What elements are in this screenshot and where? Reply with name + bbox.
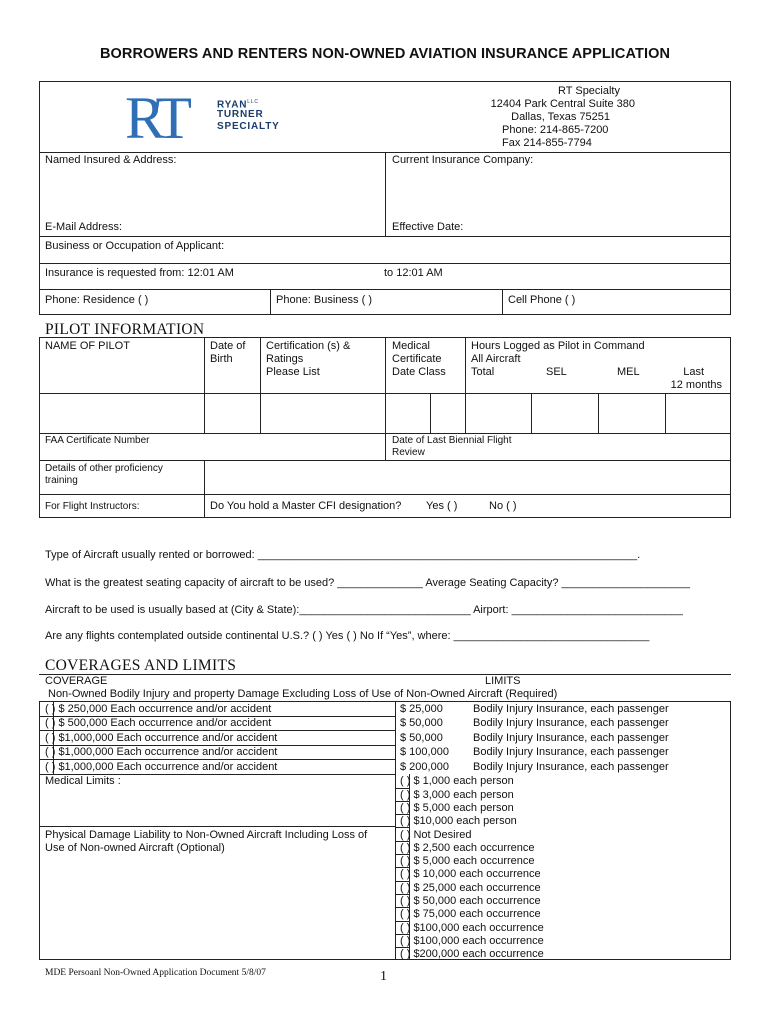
bi-desc-1: Bodily Injury Insurance, each passenger bbox=[473, 703, 669, 715]
bi-option-2[interactable]: ( ) $ 500,000 Each occurrence and/or accident bbox=[45, 717, 272, 729]
hours-header-2: All Aircraft bbox=[471, 353, 521, 365]
physical-option-10[interactable]: ( ) $200,000 each occurrence bbox=[400, 948, 544, 960]
phone-residence-field[interactable]: Phone: Residence ( ) bbox=[45, 294, 149, 306]
proficiency-label-2[interactable]: training bbox=[45, 475, 78, 486]
physical-option-4[interactable]: ( ) $ 10,000 each occurrence bbox=[400, 868, 541, 880]
document-title: BORROWERS AND RENTERS NON-OWNED AVIATION INSURANCE APPLICATION bbox=[99, 46, 671, 62]
bi-amount-2: $ 50,000 bbox=[400, 717, 443, 729]
cert-header-3: Please List bbox=[266, 366, 320, 378]
outside-us-question[interactable]: Are any flights contemplated outside continental U.S.? ( ) Yes ( ) No If “Yes”, where: ________________________________ bbox=[45, 630, 650, 642]
logo-line2: TURNER bbox=[217, 109, 264, 120]
footer-doc-id: MDE Persoanl Non-Owned Application Document 5/8/07 bbox=[45, 968, 266, 978]
company-fax: Fax 214-855-7794 bbox=[502, 137, 592, 149]
hours-header-1: Hours Logged as Pilot in Command bbox=[471, 340, 645, 352]
hours-last12-cell[interactable] bbox=[666, 394, 730, 432]
limits-label: LIMITS bbox=[485, 675, 521, 687]
to-time-label[interactable]: to 12:01 AM bbox=[384, 267, 443, 279]
hours-mel: MEL bbox=[617, 366, 640, 378]
physical-damage-label-1: Physical Damage Liability to Non-Owned Aircraft Including Loss of bbox=[45, 829, 368, 841]
medical-header-2: Certificate bbox=[392, 353, 442, 365]
hours-sel-cell[interactable] bbox=[532, 394, 597, 432]
hours-sel: SEL bbox=[546, 366, 567, 378]
bi-option-3[interactable]: ( ) $1,000,000 Each occurrence and/or accident bbox=[45, 732, 278, 744]
effective-date-label[interactable]: Effective Date: bbox=[392, 221, 464, 233]
physical-option-2[interactable]: ( ) $ 2,500 each occurrence bbox=[400, 842, 535, 854]
dob-header-2: Birth bbox=[210, 353, 233, 365]
cell-phone-field[interactable]: Cell Phone ( ) bbox=[508, 294, 576, 306]
medical-class-cell[interactable] bbox=[431, 394, 464, 432]
pilot-name-cell[interactable] bbox=[40, 394, 203, 432]
company-address1: 12404 Park Central Suite 380 bbox=[490, 98, 635, 110]
medical-date-cell[interactable] bbox=[386, 394, 429, 432]
physical-option-9[interactable]: ( ) $100,000 each occurrence bbox=[400, 935, 544, 947]
page-number: 1 bbox=[380, 969, 387, 984]
bi-desc-4: Bodily Injury Insurance, each passenger bbox=[473, 746, 669, 758]
logo-line3: SPECIALTY bbox=[217, 121, 280, 132]
hours-total-cell[interactable] bbox=[466, 394, 530, 432]
name-of-pilot-header: NAME OF PILOT bbox=[45, 340, 130, 352]
cert-header-2: Ratings bbox=[266, 353, 304, 365]
flight-instructors-label: For Flight Instructors: bbox=[45, 501, 140, 512]
company-logo bbox=[125, 85, 285, 151]
bi-amount-5: $ 200,000 bbox=[400, 761, 449, 773]
medical-option-1[interactable]: ( ) $ 1,000 each person bbox=[400, 775, 514, 787]
physical-damage-label-2: Use of Non-owned Aircraft (Optional) bbox=[45, 842, 225, 854]
medical-header-1: Medical bbox=[392, 340, 430, 352]
named-insured-label[interactable]: Named Insured & Address: bbox=[45, 154, 177, 166]
bi-desc-3: Bodily Injury Insurance, each passenger bbox=[473, 732, 669, 744]
biennial-label-1[interactable]: Date of Last Biennial Flight bbox=[392, 435, 512, 446]
medical-option-2[interactable]: ( ) $ 3,000 each person bbox=[400, 789, 514, 801]
medical-option-4[interactable]: ( ) $10,000 each person bbox=[400, 815, 517, 827]
physical-option-3[interactable]: ( ) $ 5,000 each occurrence bbox=[400, 855, 535, 867]
medical-limits-label: Medical Limits : bbox=[45, 775, 121, 787]
seating-capacity-question[interactable]: What is the greatest seating capacity of aircraft to be used? ______________ Average Seating Capacity? _____________________ bbox=[45, 577, 690, 589]
bi-amount-3: $ 50,000 bbox=[400, 732, 443, 744]
bi-desc-2: Bodily Injury Insurance, each passenger bbox=[473, 717, 669, 729]
bi-option-1[interactable]: ( ) $ 250,000 Each occurrence and/or accident bbox=[45, 703, 272, 715]
bi-header: Non-Owned Bodily Injury and property Damage Excluding Loss of Use of Non-Owned Aircraft (Required) bbox=[48, 688, 558, 700]
bi-amount-4: $ 100,000 bbox=[400, 746, 449, 758]
bi-option-5[interactable]: ( ) $1,000,000 Each occurrence and/or accident bbox=[45, 761, 278, 773]
physical-option-1[interactable]: ( ) Not Desired bbox=[400, 829, 472, 841]
current-company-label[interactable]: Current Insurance Company: bbox=[392, 154, 534, 166]
pilot-cert-cell[interactable] bbox=[261, 394, 384, 432]
email-label[interactable]: E-Mail Address: bbox=[45, 221, 123, 233]
pilot-info-heading: PILOT INFORMATION bbox=[45, 321, 205, 338]
aircraft-type-question[interactable]: Type of Aircraft usually rented or borrowed: ______________________________________________________________. bbox=[45, 549, 641, 561]
proficiency-label-1[interactable]: Details of other proficiency bbox=[45, 463, 163, 474]
biennial-label-2[interactable]: Review bbox=[392, 447, 425, 458]
physical-option-7[interactable]: ( ) $ 75,000 each occurrence bbox=[400, 908, 541, 920]
medical-header-3: Date Class bbox=[392, 366, 446, 378]
insurance-requested-label[interactable]: Insurance is requested from: 12:01 AM bbox=[45, 267, 234, 279]
bi-amount-1: $ 25,000 bbox=[400, 703, 443, 715]
phone-business-field[interactable]: Phone: Business ( ) bbox=[276, 294, 372, 306]
physical-option-6[interactable]: ( ) $ 50,000 each occurrence bbox=[400, 895, 541, 907]
business-label[interactable]: Business or Occupation of Applicant: bbox=[45, 240, 225, 252]
dob-header-1: Date of bbox=[210, 340, 246, 352]
cert-header-1: Certification (s) & bbox=[266, 340, 351, 352]
cfi-question: Do You hold a Master CFI designation? bbox=[210, 500, 402, 512]
logo-letters: RT bbox=[125, 85, 187, 151]
hours-last-2: 12 months bbox=[670, 379, 722, 391]
hours-mel-cell[interactable] bbox=[599, 394, 664, 432]
bi-option-4[interactable]: ( ) $1,000,000 Each occurrence and/or accident bbox=[45, 746, 278, 758]
physical-option-5[interactable]: ( ) $ 25,000 each occurrence bbox=[400, 882, 541, 894]
physical-option-8[interactable]: ( ) $100,000 each occurrence bbox=[400, 922, 544, 934]
company-name: RT Specialty bbox=[558, 85, 620, 97]
cfi-no-checkbox[interactable]: No ( ) bbox=[489, 500, 517, 512]
aircraft-base-question[interactable]: Aircraft to be used is usually based at (City & State):____________________________ Airport: ____________________________ bbox=[45, 604, 683, 616]
bi-desc-5: Bodily Injury Insurance, each passenger bbox=[473, 761, 669, 773]
hours-total: Total bbox=[471, 366, 495, 378]
pilot-dob-cell[interactable] bbox=[205, 394, 259, 432]
cfi-yes-checkbox[interactable]: Yes ( ) bbox=[426, 500, 458, 512]
company-address2: Dallas, Texas 75251 bbox=[511, 111, 610, 123]
coverage-label: COVERAGE bbox=[45, 675, 108, 687]
faa-cert-label[interactable]: FAA Certificate Number bbox=[45, 435, 150, 446]
coverages-heading: COVERAGES AND LIMITS bbox=[45, 657, 237, 674]
company-phone: Phone: 214-865-7200 bbox=[502, 124, 609, 136]
medical-option-3[interactable]: ( ) $ 5,000 each person bbox=[400, 802, 514, 814]
hours-last-1: Last bbox=[683, 366, 704, 378]
logo-line1: $RYAN^{LLC}$ bbox=[217, 99, 259, 111]
